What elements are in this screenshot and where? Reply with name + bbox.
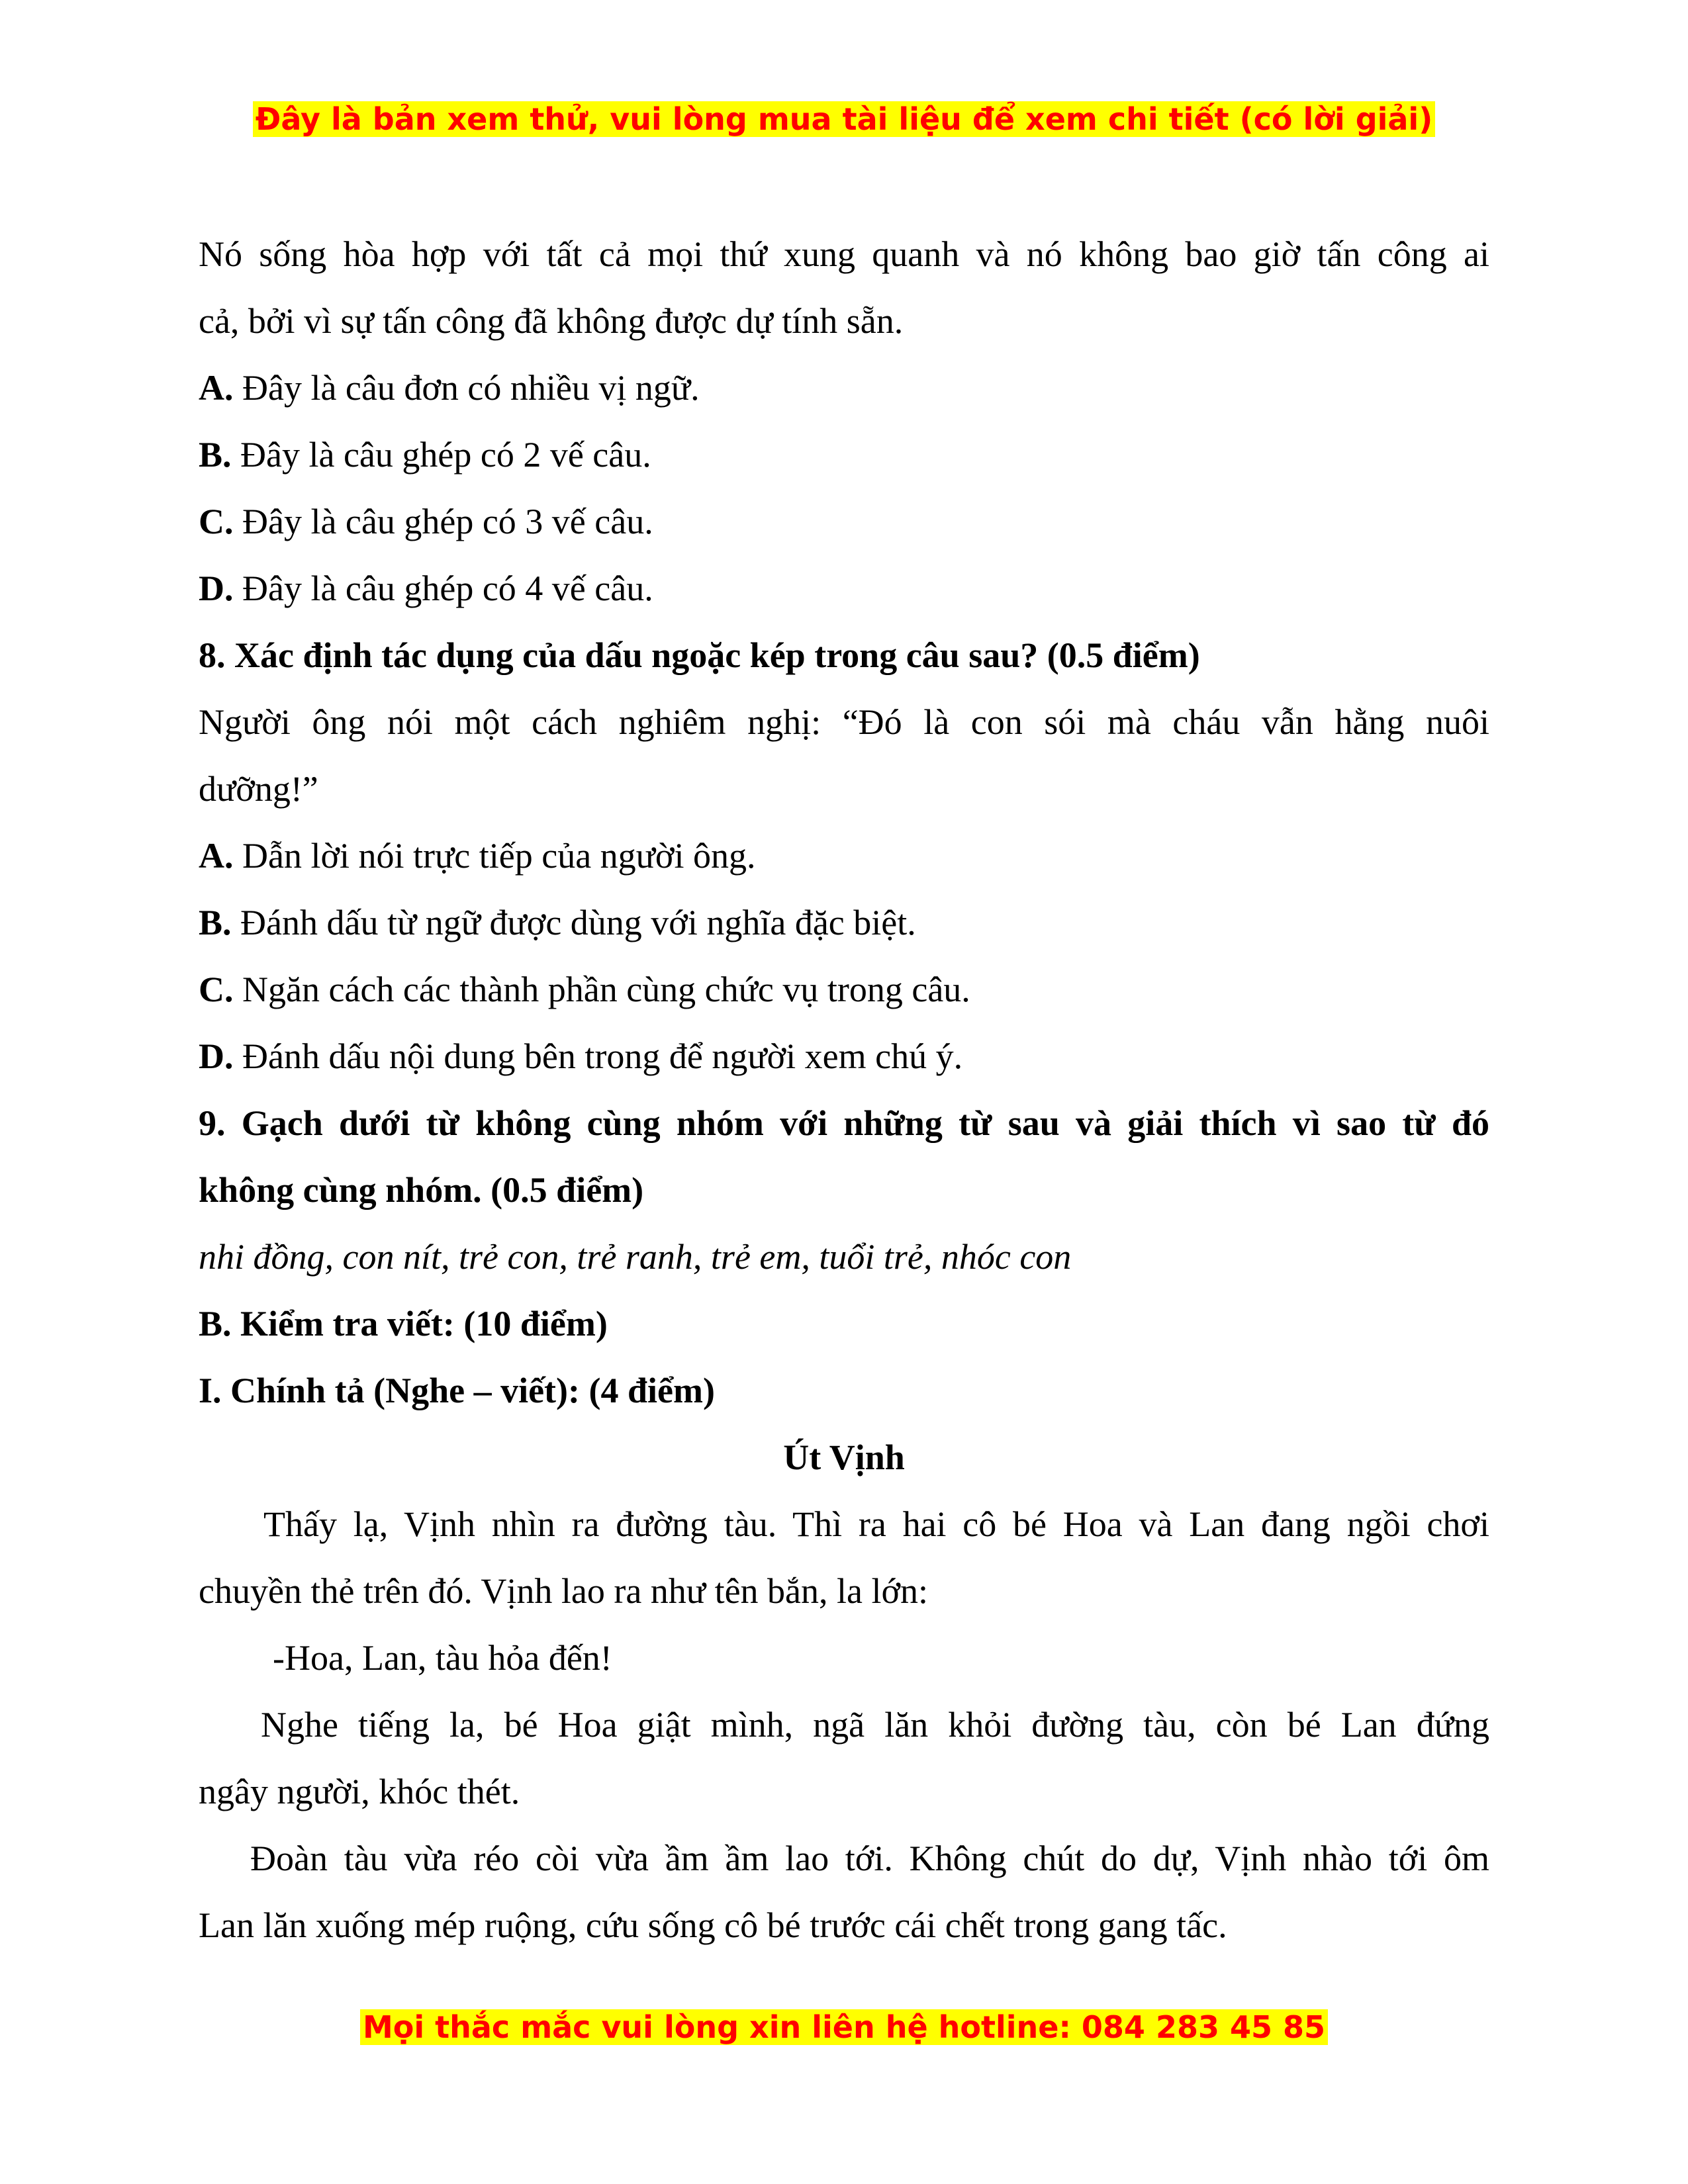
option-text: Dẫn lời nói trực tiếp của người ông. [233,836,756,876]
q8-option-c [199,956,1489,1023]
q8-title: 8. Xác định tác dụng của dấu ngoặc kép trong câu sau? (0.5 điểm) [199,635,1200,675]
option-letter: D. [199,1036,234,1076]
passage-p2: -Hoa, Lan, tàu hỏa đến! [273,1638,612,1678]
document-body [199,221,1489,1959]
preview-notice-text: Đây là bản xem thử, vui lòng mua tài liệu để xem chi tiết (có lời giải) [253,101,1435,137]
option-text: Đây là câu ghép có 2 vế câu. [231,435,651,475]
option-letter: D. [199,569,234,608]
passage-title: Út Vịnh [783,1437,905,1477]
q7-option-a [199,355,1489,422]
option-text: Đây là câu đơn có nhiều vị ngữ. [233,368,700,408]
section-i-heading: I. Chính tả (Nghe – viết): (4 điểm) [199,1371,715,1410]
passage-p3-line-2: ngây người, khóc thét. [199,1772,520,1811]
preview-notice-banner [0,99,1688,139]
option-text: Ngăn cách các thành phần cùng chức vụ trong câu. [233,970,970,1009]
q8-option-b [199,889,1489,956]
option-letter: B. [199,435,232,475]
passage-p3-line-1: Nghe tiếng la, bé Hoa giật mình, ngã lăn khỏi đường tàu, còn bé Lan đứng [261,1705,1489,1745]
option-letter: A. [199,836,234,876]
q8-quote-line-1: Người ông nói một cách nghiêm nghị: “Đó là con sói mà cháu vẫn hằng nuôi [199,702,1489,742]
q7-sentence-line-1: Nó sống hòa hợp với tất cả mọi thứ xung quanh và nó không bao giờ tấn công ai [199,234,1489,274]
passage-p1-line-2: chuyền thẻ trên đó. Vịnh lao ra như tên bắn, la lớn: [199,1571,929,1611]
option-letter: C. [199,502,234,541]
q7-option-c [199,488,1489,555]
q8-quote-line-2: dưỡng!” [199,769,318,809]
q8-option-a [199,823,1489,889]
hotline-notice-banner [0,2007,1688,2047]
option-letter: A. [199,368,234,408]
q7-option-d [199,555,1489,622]
q8-option-d [199,1023,1489,1090]
option-text: Đánh dấu nội dung bên trong để người xem chú ý. [233,1036,963,1076]
option-text: Đánh dấu từ ngữ được dùng với nghĩa đặc biệt. [231,903,916,942]
q9-title-line-2: không cùng nhóm. (0.5 điểm) [199,1170,644,1210]
q9-word-list: nhi đồng, con nít, trẻ con, trẻ ranh, trẻ em, tuổi trẻ, nhóc con [199,1237,1072,1277]
q9-title-line-1: 9. Gạch dưới từ không cùng nhóm với những từ sau và giải thích vì sao từ đó [199,1103,1489,1143]
option-letter: B. [199,903,232,942]
section-b-heading: B. Kiểm tra viết: (10 điểm) [199,1304,608,1343]
hotline-notice-text: Mọi thắc mắc vui lòng xin liên hệ hotline: 084 283 45 85 [360,2009,1328,2045]
option-text: Đây là câu ghép có 4 vế câu. [233,569,653,608]
option-letter: C. [199,970,234,1009]
option-text: Đây là câu ghép có 3 vế câu. [233,502,653,541]
passage-p4-line-1: Đoàn tàu vừa réo còi vừa ầm ầm lao tới. Không chút do dự, Vịnh nhào tới ôm [250,1839,1489,1878]
passage-p1-line-1: Thấy lạ, Vịnh nhìn ra đường tàu. Thì ra hai cô bé Hoa và Lan đang ngồi chơi [263,1504,1489,1544]
q7-option-b [199,422,1489,488]
passage-p4-line-2: Lan lăn xuống mép ruộng, cứu sống cô bé trước cái chết trong gang tấc. [199,1905,1227,1945]
q7-sentence-line-2: cả, bởi vì sự tấn công đã không được dự tính sẵn. [199,301,904,341]
